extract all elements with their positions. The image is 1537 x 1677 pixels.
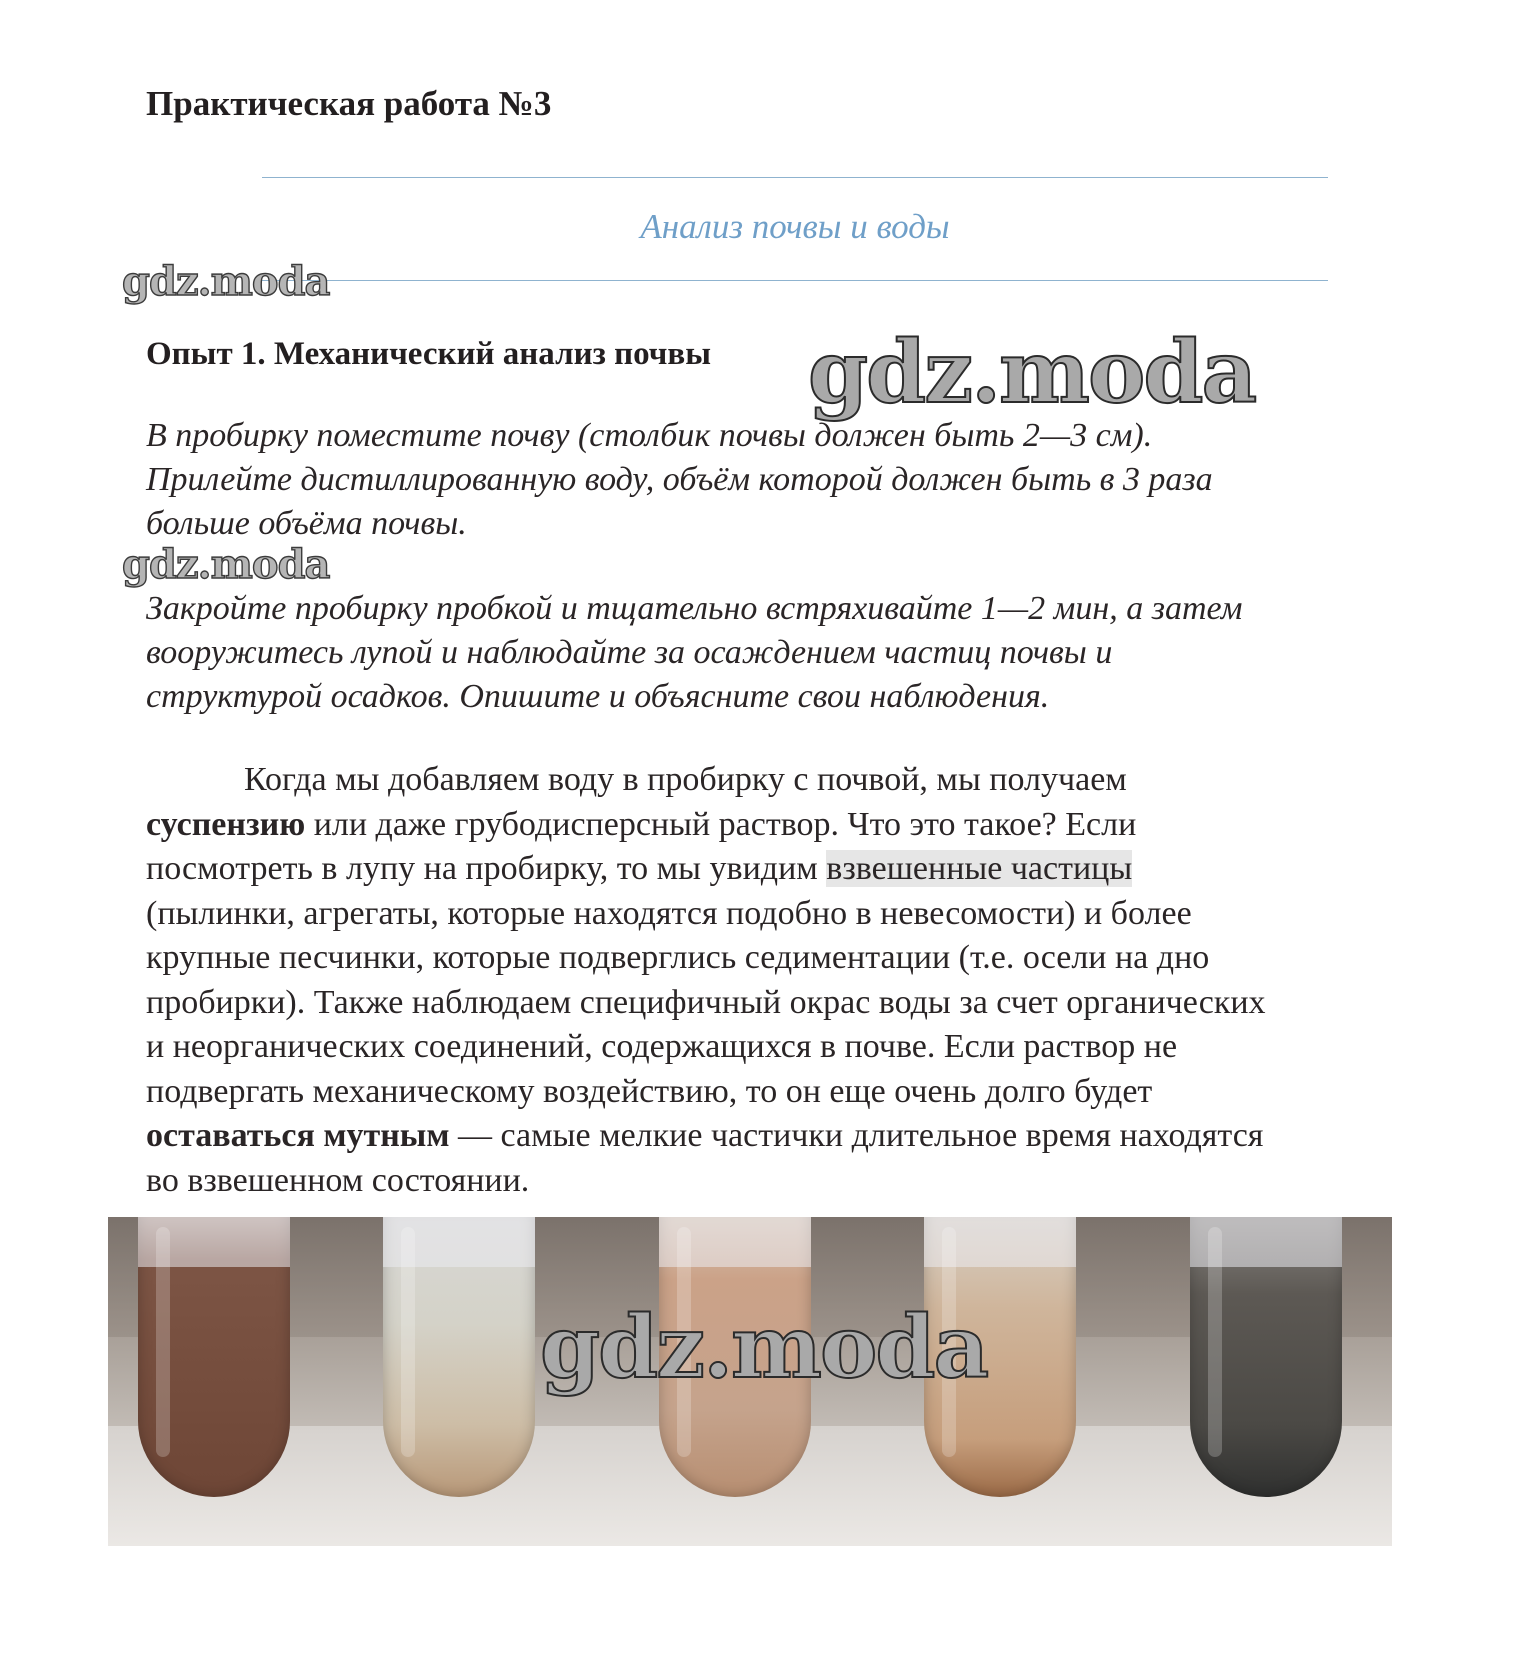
answer-text: посмотреть в лупу на пробирку, то мы увидим: [146, 850, 827, 887]
page-subtitle: Анализ почвы и воды: [640, 207, 950, 246]
answer-line: крупные песчинки, которые подверглись седиментации (т.е. осели на дно: [146, 939, 1210, 976]
answer-text: или даже грубодисперсный раствор. Что это такое? Если: [305, 805, 1137, 843]
watermark-logo: gdz.moda: [122, 258, 330, 305]
highlighted-term: взвешенные частицы: [826, 850, 1133, 887]
task-line: больше объёма почвы.: [146, 505, 467, 542]
answer-line: [146, 803, 1266, 848]
test-tube-dark-grey: [1190, 1217, 1342, 1497]
answer-line: подвергать механическому воздействию, то он еще очень долго будет: [146, 1072, 1153, 1110]
answer-line: во взвешенном состоянии.: [146, 1161, 530, 1199]
task-instructions-2: [146, 587, 1242, 719]
answer-line: [146, 847, 1266, 892]
task-line: структурой осадков. Опишите и объясните свои наблюдения.: [146, 678, 1050, 715]
bold-term: суспензию: [146, 805, 306, 843]
bold-term: оставаться мутным: [146, 1117, 450, 1154]
task-line: вооружитесь лупой и наблюдайте за осаждением частиц почвы и: [146, 634, 1113, 671]
test-tube-brown: [138, 1217, 290, 1497]
subtitle-bottom-rule: [262, 280, 1328, 281]
answer-text: — самые мелкие частички длительное время находятся: [449, 1117, 1264, 1154]
test-tube-light-beige: [383, 1217, 535, 1497]
task-line: Прилейте дистиллированную воду, объём которой должен быть в 3 раза: [146, 461, 1213, 498]
task-line: Закройте пробирку пробкой и тщательно встряхивайте 1—2 мин, а затем: [146, 590, 1243, 627]
test-tubes-photo: [108, 1217, 1392, 1546]
answer-paragraph: [146, 758, 1266, 1203]
watermark-logo-large: gdz.moda: [808, 322, 1256, 423]
answer-line: [146, 1114, 1266, 1159]
task-instructions-1: [146, 414, 1213, 546]
answer-line: пробирки). Также наблюдаем специфичный окрас воды за счет органических: [146, 983, 1266, 1021]
subtitle-top-rule: [262, 177, 1328, 178]
watermark-logo: gdz.moda: [122, 541, 330, 588]
answer-line: Когда мы добавляем воду в пробирку с почвой, мы получаем: [244, 761, 1127, 798]
watermark-logo-photo: gdz.moda: [540, 1297, 988, 1398]
answer-line: и неорганических соединений, содержащихся в почве. Если раствор не: [146, 1028, 1178, 1065]
task-line: В пробирку поместите почву (столбик почвы должен быть 2—3 см).: [146, 417, 1153, 454]
experiment-heading: Опыт 1. Механический анализ почвы: [146, 336, 711, 372]
answer-line: (пылинки, агрегаты, которые находятся подобно в невесомости) и более: [146, 894, 1192, 932]
page-title: Практическая работа №3: [146, 84, 552, 123]
